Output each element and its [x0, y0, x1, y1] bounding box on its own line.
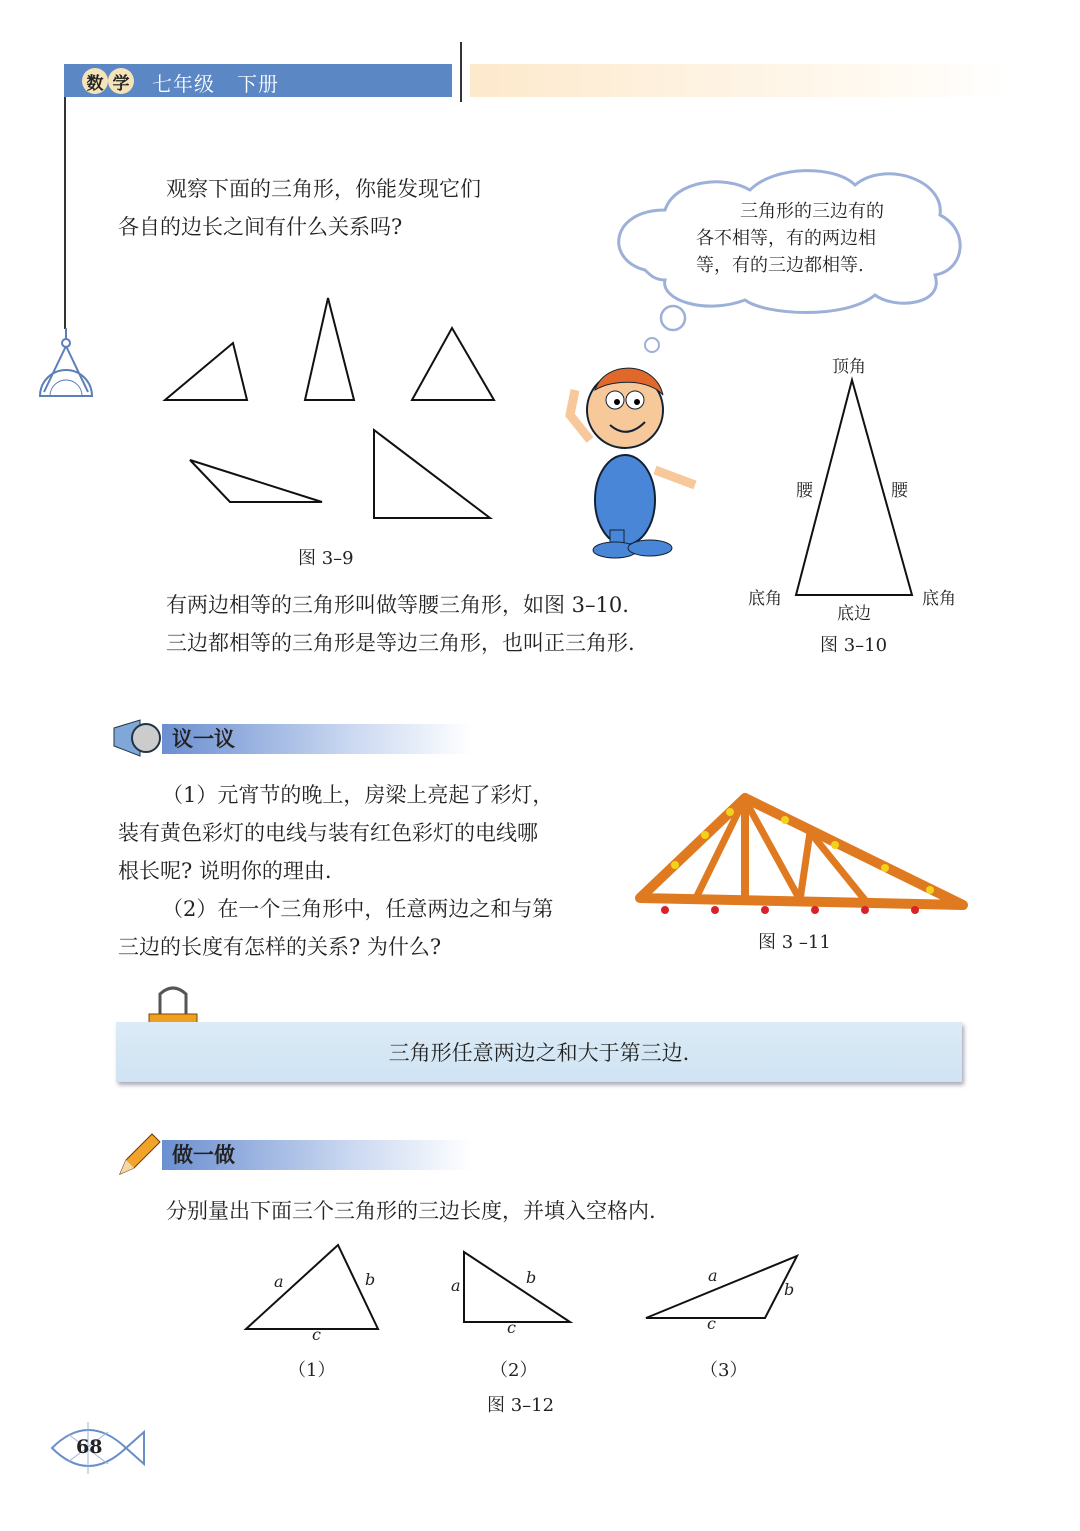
figure-caption: 图 3–10 — [820, 635, 888, 656]
apex-angle-label: 顶角 — [832, 357, 866, 377]
megaphone-icon — [110, 716, 162, 760]
figure-3-11-roof-truss — [635, 790, 970, 920]
intro-text: 各自的边长之间有什么关系吗? — [118, 215, 403, 239]
logo-char: 学 — [108, 68, 134, 94]
book-title — [152, 68, 279, 97]
side-label: a — [274, 1272, 284, 1291]
discuss-text: （2）在一个三角形中，任意两边之和与第 — [162, 897, 554, 921]
header-divider — [460, 42, 462, 102]
side-label: c — [507, 1318, 516, 1337]
subject-logo — [82, 68, 134, 94]
triangle-label: （1） — [288, 1360, 336, 1381]
figure-3-12-triangles — [240, 1240, 810, 1340]
discuss-text: 三边的长度有怎样的关系? 为什么? — [118, 935, 442, 959]
leg-label: 腰 — [891, 481, 908, 501]
base-label: 底边 — [837, 604, 871, 624]
compass-icon — [36, 326, 96, 398]
figure-caption: 图 3 –11 — [758, 932, 831, 953]
base-angle-label: 底角 — [922, 589, 956, 609]
side-label: c — [707, 1314, 716, 1333]
instruction-text: 分别量出下面三个三角形的三边长度，并填入空格内. — [166, 1199, 656, 1223]
figure-caption: 图 3–12 — [487, 1395, 555, 1416]
discuss-text: 装有黄色彩灯的电线与装有红色彩灯的电线哪 — [118, 821, 538, 845]
logo-char: 数 — [82, 68, 108, 94]
figure-caption: 图 3–9 — [298, 548, 354, 569]
page-number: 68 — [76, 1436, 103, 1458]
cartoon-boy-illustration — [555, 350, 715, 565]
side-label: a — [708, 1266, 718, 1285]
triangle-label: （2） — [490, 1360, 538, 1381]
volume-label: 下册 — [237, 72, 279, 96]
bubble-line: 各不相等，有的两边相 — [696, 228, 876, 249]
pencil-icon — [114, 1130, 162, 1178]
figure-3-9-triangles — [150, 290, 510, 530]
intro-text: 观察下面的三角形，你能发现它们 — [166, 177, 481, 201]
grade-label: 七年级 — [152, 72, 215, 96]
bubble-line: 等，有的三边都相等. — [696, 255, 864, 276]
summary-box — [116, 1022, 962, 1082]
side-label: b — [526, 1268, 537, 1287]
summary-text: 三角形任意两边之和大于第三边. — [388, 1041, 690, 1065]
base-angle-label: 底角 — [748, 589, 782, 609]
discuss-text: （1）元宵节的晚上，房梁上亮起了彩灯， — [162, 783, 554, 807]
definition-text: 有两边相等的三角形叫做等腰三角形，如图 3–10. — [166, 593, 629, 617]
leg-label: 腰 — [796, 481, 813, 501]
margin-line — [64, 97, 66, 329]
triangle-label: （3） — [700, 1360, 748, 1381]
bubble-text — [696, 198, 936, 279]
header-decoration — [470, 64, 1010, 97]
discuss-text: 根长呢? 说明你的理由. — [118, 859, 332, 883]
side-label: a — [451, 1276, 461, 1295]
section-heading-do-it: 做一做 — [162, 1140, 472, 1170]
section-heading-discuss: 议一议 — [162, 724, 472, 754]
side-label: c — [312, 1325, 321, 1344]
definition-text: 三边都相等的三角形是等边三角形，也叫正三角形. — [166, 631, 635, 655]
side-label: b — [365, 1270, 376, 1289]
side-label: b — [784, 1280, 795, 1299]
bubble-line: 三角形的三边有的 — [740, 201, 884, 222]
